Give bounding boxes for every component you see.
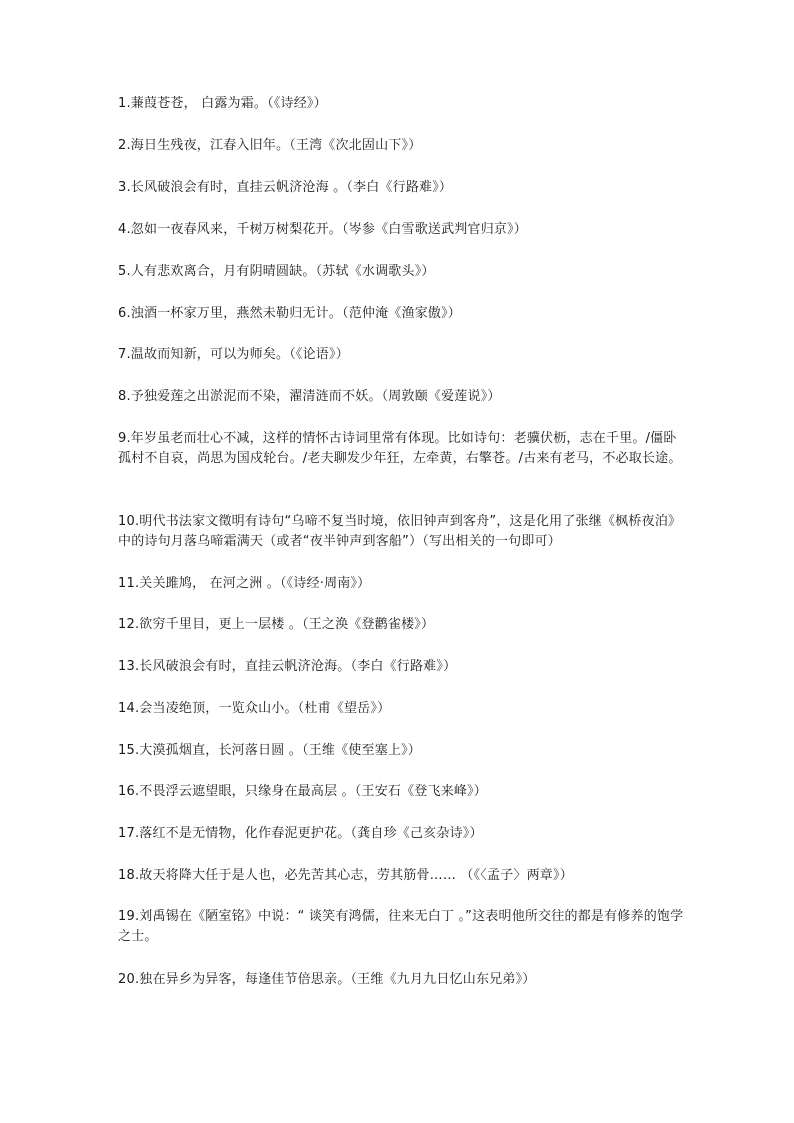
list-item: 14.会当凌绝顶，一览众山小。（杜甫《望岳》） [118, 701, 391, 716]
list-item: 2.海日生残夜，江春入旧年。（王湾《次北固山下》） [118, 138, 422, 153]
list-item: 9.年岁虽老而壮心不减，这样的情怀古诗词里常有体现。比如诗句：老骥伏枥，志在千里。/僵卧孤村不自哀，尚思为国戍轮台。/老夫聊发少年狂，左牵黄，右擎苍。/古来有老马，不必取长途。 [118, 431, 682, 466]
list-item: 3.长风破浪会有时，直挂云帆济沧海 。（李白《行路难》） [118, 180, 453, 195]
list-item: 19.刘禹锡在《陋室铭》中说：“ 谈笑有鸿儒，往来无白丁 。”这表明他所交往的都是有修养的饱学之士。 [118, 909, 684, 944]
list-item: 18.故天将降大任于是人也，必先苦其心志，劳其筋骨…… （《〈孟子〉两章》） [118, 868, 573, 883]
list-item: 12.欲穷千里目，更上一层楼 。（王之涣《登鹳雀楼》） [118, 617, 435, 632]
list-item: 1.蒹葭苍苍， 白露为霜。（《诗经》） [118, 96, 327, 111]
list-item: 10.明代书法家文徵明有诗句“乌啼不复当时境，依旧钟声到客舟”，这是化用了张继《枫桥夜泊》中的诗句月落乌啼霜满天（或者“夜半钟声到客船”）（写出相关的一句即可） [118, 514, 682, 549]
list-item: 4.忽如一夜春风来，千树万树梨花开。（岑参《白雪歌送武判官归京》） [118, 222, 528, 237]
list-item: 7.温故而知新，可以为师矣。（《论语》） [118, 347, 349, 362]
list-item: 20.独在异乡为异客，每逢佳节倍思亲。（王维《九月九日忆山东兄弟》） [118, 972, 536, 987]
list-item: 5.人有悲欢离合，月有阴晴圆缺。（苏轼《水调歌头》） [118, 264, 435, 279]
list-item: 8.予独爱莲之出淤泥而不染，濯清涟而不妖。（周敦颐《爱莲说》） [118, 389, 501, 404]
list-item: 16.不畏浮云遮望眼，只缘身在最高层 。（王安石《登飞来峰》） [118, 784, 488, 799]
list-item: 17.落红不是无情物，化作春泥更护花。（龚自珍《己亥杂诗》） [118, 826, 483, 841]
list-item: 15.大漠孤烟直，长河落日圆 。（王维《使至塞上》） [118, 743, 422, 758]
list-item: 13.长风破浪会有时，直挂云帆济沧海。（李白《行路难》） [118, 659, 457, 674]
list-item: 6.浊酒一杯家万里，燕然未勒归无计。（范仲淹《渔家傲》） [118, 306, 462, 321]
list-item: 11.关关雎鸠， 在河之洲 。（《诗经·周南》） [118, 576, 371, 591]
